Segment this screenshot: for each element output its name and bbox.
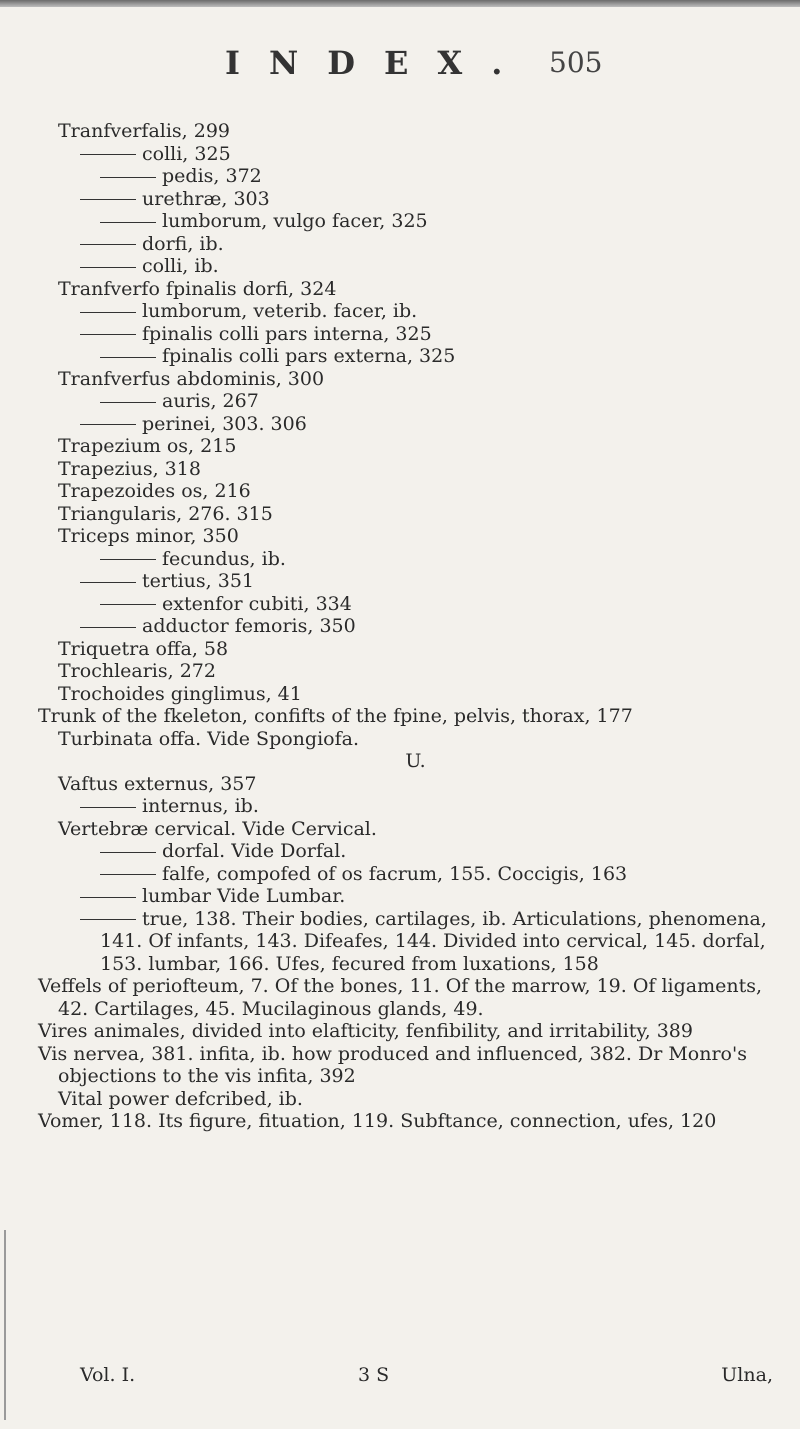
ditto-dash bbox=[100, 852, 156, 853]
page-title: INDEX. bbox=[225, 44, 532, 82]
entry-text: adductor femoris, 350 bbox=[142, 615, 356, 637]
entry-text: Triceps minor, 350 bbox=[58, 525, 239, 547]
entry-text: true, 138. Their bodies, cartilages, ib. Articulations, phenomena, 141. Of infants, 143. Difeafes, 144. Divided into cervical, 145. dorfal, 153. lumbar, 166. Ufes, fecured from luxations, 158 bbox=[100, 907, 767, 975]
entry-text: fpinalis colli pars interna, 325 bbox=[142, 322, 432, 345]
entry-text: colli, 325 bbox=[142, 142, 231, 165]
index-entry bbox=[58, 908, 773, 976]
entry-text: Tranfverfo fpinalis dorfi, 324 bbox=[58, 277, 337, 300]
entry-text: Vertebræ cervical. Vide Cervical. bbox=[58, 817, 377, 840]
entry-text: Veffels of periofteum, 7. Of the bones, 11. Of the marrow, 19. Of ligaments, 42. Cartilages, 45. Mucilaginous glands, 49. bbox=[38, 975, 763, 1020]
page-number: 505 bbox=[549, 46, 603, 79]
entry-text: Trapezium os, 215 bbox=[58, 435, 237, 457]
index-entry bbox=[58, 593, 773, 616]
catchword: Ulna, bbox=[721, 1364, 773, 1386]
index-entry bbox=[38, 975, 773, 1020]
entry-text: extenfor cubiti, 334 bbox=[162, 592, 352, 615]
entry-text: tertius, 351 bbox=[142, 570, 255, 592]
entry-text: lumborum, vulgo facer, 325 bbox=[162, 210, 428, 232]
page-header bbox=[0, 44, 800, 84]
index-entry bbox=[58, 503, 773, 526]
index-entry bbox=[58, 143, 773, 166]
ditto-dash bbox=[100, 222, 156, 223]
ditto-dash bbox=[80, 919, 136, 920]
entry-text: Trapezoides os, 216 bbox=[58, 480, 251, 502]
index-entry bbox=[58, 773, 773, 796]
ditto-dash bbox=[80, 267, 136, 268]
section-letter bbox=[58, 750, 773, 773]
index-entry bbox=[38, 1020, 773, 1043]
index-entry bbox=[58, 795, 773, 818]
ditto-dash bbox=[80, 154, 136, 155]
entry-text: pedis, 372 bbox=[162, 165, 262, 187]
index-entry bbox=[58, 480, 773, 503]
index-entry bbox=[58, 728, 773, 751]
index-entry bbox=[58, 233, 773, 256]
entry-text: dorfi, ib. bbox=[142, 232, 224, 255]
entry-text: internus, ib. bbox=[142, 795, 259, 817]
index-entry bbox=[58, 278, 773, 301]
entry-text: Trochlearis, 272 bbox=[58, 660, 216, 682]
index-entry bbox=[58, 570, 773, 593]
binding-shadow bbox=[4, 1230, 6, 1420]
entry-text: fecundus, ib. bbox=[162, 547, 286, 570]
entry-text: fpinalis colli pars externa, 325 bbox=[162, 345, 456, 367]
entry-text: auris, 267 bbox=[162, 390, 259, 412]
index-entry bbox=[58, 188, 773, 211]
index-entry bbox=[58, 458, 773, 481]
entry-text: falfe, compofed of os facrum, 155. Coccigis, 163 bbox=[162, 862, 628, 885]
index-entry bbox=[58, 165, 773, 188]
entry-text: Vital power defcribed, ib. bbox=[58, 1087, 303, 1110]
ditto-dash bbox=[80, 334, 136, 335]
entry-text: U. bbox=[405, 750, 426, 772]
page-footer bbox=[58, 1364, 773, 1388]
index-entries bbox=[38, 120, 773, 1133]
index-entry bbox=[58, 683, 773, 706]
entry-text: Turbinata offa. Vide Spongiofa. bbox=[58, 727, 359, 750]
entry-text: lumborum, veterib. facer, ib. bbox=[142, 300, 418, 322]
index-entry bbox=[58, 638, 773, 661]
entry-text: Vires animales, divided into elafticity, fenfibility, and irritability, 389 bbox=[38, 1020, 693, 1042]
ditto-dash bbox=[80, 807, 136, 808]
entry-text: perinei, 303. 306 bbox=[142, 412, 307, 435]
ditto-dash bbox=[100, 604, 156, 605]
entry-text: Triquetra offa, 58 bbox=[58, 637, 229, 660]
index-entry bbox=[58, 435, 773, 458]
ditto-dash bbox=[80, 627, 136, 628]
entry-text: Trochoides ginglimus, 41 bbox=[58, 682, 302, 705]
index-entry bbox=[58, 615, 773, 638]
index-entry bbox=[58, 413, 773, 436]
ditto-dash bbox=[100, 402, 156, 403]
index-entry bbox=[58, 863, 773, 886]
volume-label: Vol. I. bbox=[80, 1364, 136, 1386]
entry-text: Triangularis, 276. 315 bbox=[58, 502, 273, 525]
entry-text: Trapezius, 318 bbox=[58, 457, 201, 480]
index-entry bbox=[58, 255, 773, 278]
ditto-dash bbox=[100, 874, 156, 875]
page-edge bbox=[0, 0, 800, 7]
ditto-dash bbox=[80, 312, 136, 313]
ditto-dash bbox=[80, 424, 136, 425]
index-entry bbox=[38, 1110, 773, 1133]
ditto-dash bbox=[80, 897, 136, 898]
entry-text: Vis nervea, 381. infita, ib. how produced and influenced, 382. Dr Monro's objections to the vis infita, 392 bbox=[38, 1042, 747, 1087]
index-entry bbox=[58, 390, 773, 413]
entry-text: lumbar Vide Lumbar. bbox=[142, 885, 346, 907]
entry-text: colli, ib. bbox=[142, 255, 219, 277]
index-entry bbox=[58, 548, 773, 571]
ditto-dash bbox=[80, 582, 136, 583]
entry-text: dorfal. Vide Dorfal. bbox=[162, 840, 347, 862]
signature-mark: 3 S bbox=[358, 1364, 390, 1386]
index-entry bbox=[38, 1042, 773, 1088]
entry-text: Trunk of the fkeleton, confifts of the fpine, pelvis, thorax, 177 bbox=[38, 705, 633, 727]
entry-text: Vaftus externus, 357 bbox=[58, 772, 257, 795]
index-entry bbox=[58, 323, 773, 346]
ditto-dash bbox=[80, 244, 136, 245]
index-entry bbox=[58, 885, 773, 908]
index-entry bbox=[58, 210, 773, 233]
ditto-dash bbox=[100, 177, 156, 178]
ditto-dash bbox=[80, 199, 136, 200]
index-entry bbox=[38, 705, 773, 728]
index-entry bbox=[58, 818, 773, 841]
ditto-dash bbox=[100, 559, 156, 560]
index-entry bbox=[58, 525, 773, 548]
entry-text: Tranfverfus abdominis, 300 bbox=[58, 367, 325, 390]
index-entry bbox=[58, 368, 773, 391]
index-entry bbox=[58, 840, 773, 863]
entry-text: urethræ, 303 bbox=[142, 187, 270, 210]
index-entry bbox=[58, 300, 773, 323]
ditto-dash bbox=[100, 357, 156, 358]
entry-text: Tranfverfalis, 299 bbox=[58, 120, 231, 142]
index-entry bbox=[58, 660, 773, 683]
index-entry bbox=[58, 1088, 773, 1111]
index-entry bbox=[58, 345, 773, 368]
index-entry bbox=[58, 120, 773, 143]
entry-text: Vomer, 118. Its figure, fituation, 119. Subftance, connection, ufes, 120 bbox=[38, 1110, 717, 1132]
